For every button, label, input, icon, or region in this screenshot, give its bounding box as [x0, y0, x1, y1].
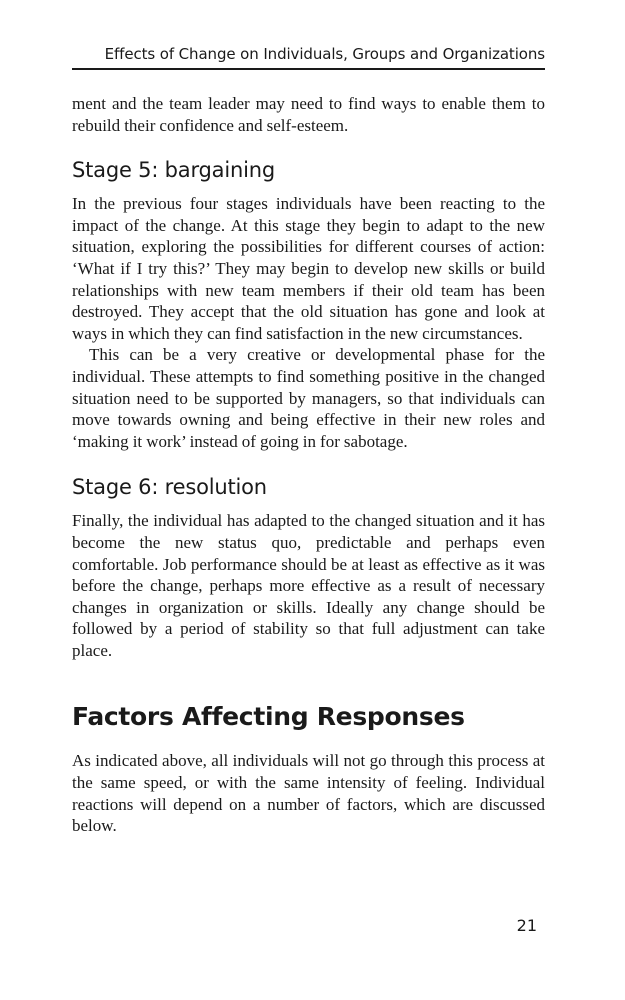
stage-5-heading: Stage 5: bargaining: [72, 158, 275, 183]
continued-paragraph: ment and the team leader may need to find ways to enable them to rebuild their confidence and self-esteem.: [72, 94, 545, 135]
stage-6-heading: Stage 6: resolution: [72, 475, 267, 500]
page-number: 21: [516, 916, 537, 935]
page-content: [72, 93, 545, 837]
book-page: [72, 0, 545, 1000]
running-header: Effects of Change on Individuals, Groups and Organizations: [104, 45, 545, 63]
section-heading-factors: Factors Affecting Responses: [72, 702, 465, 732]
header-rule: [72, 68, 545, 70]
factors-paragraph-1: As indicated above, all individuals will not go through this process at the same speed, or with the same intensity of feeling. Individual reactions will depend on a number of factors, which are discussed below.: [72, 751, 545, 836]
stage-6-paragraph-1: Finally, the individual has adapted to the changed situation and it has become the new status quo, predictable and perhaps even comfortable. Job performance should be at least as effective as it was before the change, perhaps more effective as a result of necessary changes in organization or skills. Ideally any change should be followed by a period of stability so that full adjustment can take place.: [72, 511, 545, 660]
stage-5-paragraph-1: In the previous four stages individuals have been reacting to the impact of the change. At this stage they begin to adapt to the new situation, exploring the possibilities for different courses of action: ‘What if I try this?’ They may begin to develop new skills or build relationships with new team members if their old team has been destroyed. They accept that the old situation has gone and look at ways in which they can find satisfaction in the new circumstances.: [72, 194, 545, 343]
stage-5-paragraph-2: This can be a very creative or developmental phase for the individual. These attempts to find something positive in the changed situation need to be supported by managers, so that individuals can move towards owning and being effective in their new roles and ‘making it work’ instead of going in for sabotage.: [72, 345, 545, 451]
